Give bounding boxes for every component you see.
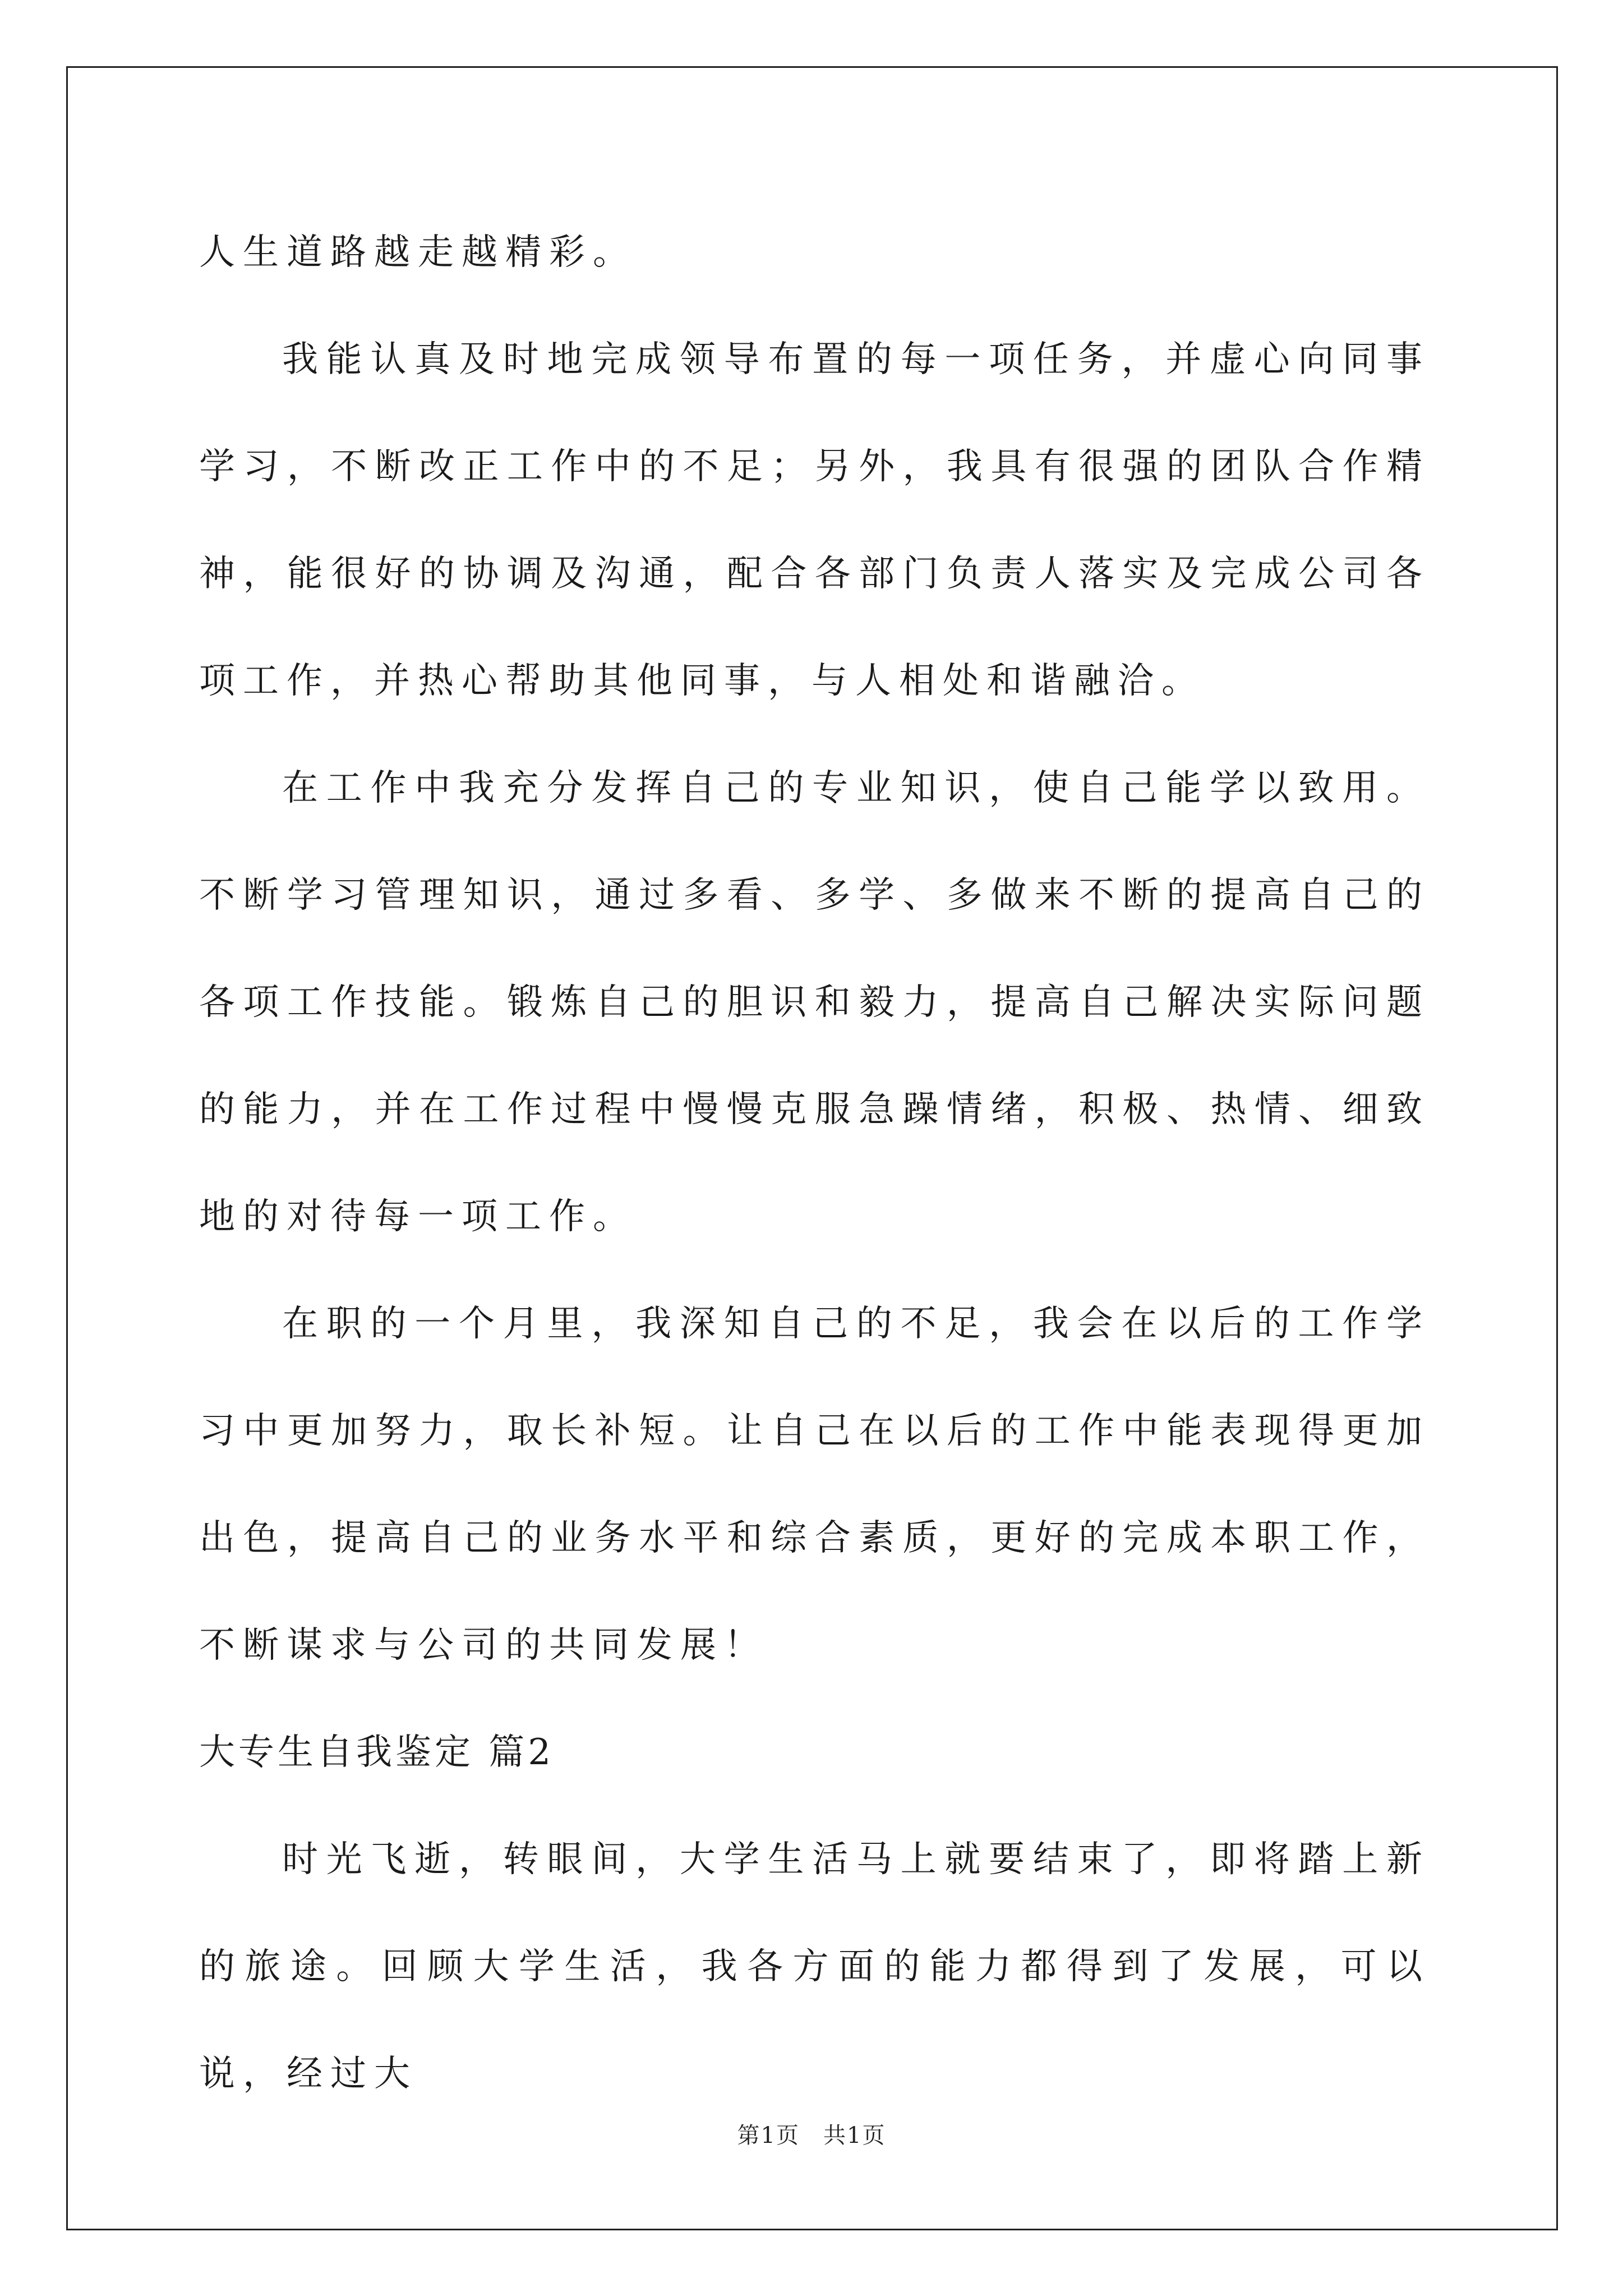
paragraph-improvement: 在职的一个月里，我深知自己的不足，我会在以后的工作学习中更加努力，取长补短。让自己在以后的工作中能表现得更加出色，提高自己的业务水平和综合素质，更好的完成本职工作，不断谋求与公司的共同发展！ — [199, 1303, 1430, 1666]
paragraph-skills: 在工作中我充分发挥自己的专业知识，使自己能学以致用。不断学习管理知识，通过多看、多学、多做来不断的提高自己的各项工作技能。锻炼自己的胆识和毅力，提高自己解决实际问题的能力，并在工作过程中慢慢克服急躁情绪，积极、热情、细致地的对待每一项工作。 — [199, 767, 1430, 1237]
page-footer: 第1页 共1页 — [737, 2123, 886, 2148]
paragraph-tasks: 我能认真及时地完成领导布置的每一项任务，并虚心向同事学习，不断改正工作中的不足；另外，我具有很强的团队合作精神，能很好的协调及沟通，配合各部门负责人落实及完成公司各项工作，并热心帮助其他同事，与人相处和谐融洽。 — [199, 339, 1430, 702]
document-body — [199, 199, 1430, 2128]
section-heading: 大专生自我鉴定 篇2 — [199, 1732, 555, 1773]
paragraph-continuation: 人生道路越走越精彩。 — [199, 232, 637, 273]
paragraph-college-review: 时光飞逝，转眼间，大学生活马上就要结束了，即将踏上新的旅途。回顾大学生活，我各方面的能力都得到了发展，可以说，经过大 — [199, 1839, 1430, 2095]
